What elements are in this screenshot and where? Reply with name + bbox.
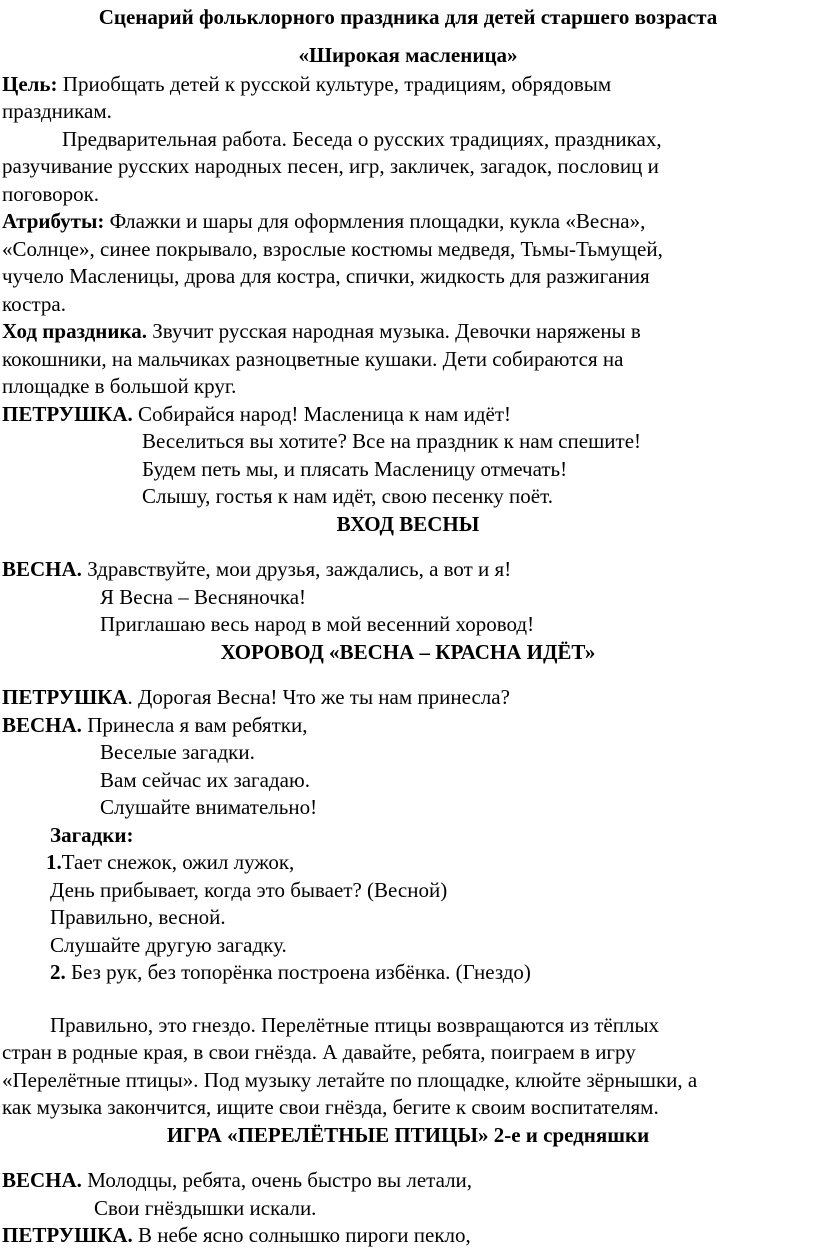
vesna-1-line-1: Здравствуйте, мои друзья, заждались, а вот и я! <box>81 557 512 581</box>
petrushka-speech-3 <box>2 1222 471 1248</box>
attributes-label: Атрибуты: <box>2 209 105 233</box>
prep-line-3: поговорок. <box>2 182 100 206</box>
petrushka-2-line-1: . Дорогая Весна! Что же ты нам принесла? <box>127 685 510 709</box>
riddle-2-line <box>50 959 531 985</box>
riddle-2-number: 2. <box>50 960 66 984</box>
vesna-label: ВЕСНА. <box>2 713 82 737</box>
riddle-response-2: Слушайте другую загадку. <box>50 933 287 957</box>
petrushka-1-line-4: Слышу, гостья к нам идёт, свою песенку поёт. <box>142 484 553 508</box>
vesna-2-line-2: Веселые загадки. <box>100 740 255 764</box>
vesna-2-line-4: Слушайте внимательно! <box>100 795 318 819</box>
vesna-1-line-3: Приглашаю весь народ в мой весенний хоровод! <box>100 612 535 636</box>
riddles-label: Загадки: <box>50 823 134 847</box>
riddle-1-text: Тает снежок, ожил лужок, <box>61 850 295 874</box>
vesna-label: ВЕСНА. <box>2 1168 82 1192</box>
heading-khorovod: ХОРОВОД «ВЕСНА – КРАСНА ИДЁТ» <box>220 640 596 664</box>
vesna-speech-1 <box>2 556 511 582</box>
birds-paragraph-line-4: как музыка закончится, ищите свои гнёзда, бегите к своим воспитателям. <box>2 1095 659 1119</box>
petrushka-label: ПЕТРУШКА. <box>2 1223 133 1247</box>
birds-paragraph-line-3: «Перелётные птицы». Под музыку летайте по площадке, клюйте зёрнышки, а <box>2 1068 698 1092</box>
vesna-speech-2 <box>2 712 307 738</box>
vesna-speech-3 <box>2 1167 472 1193</box>
heading-game: ИГРА «ПЕРЕЛЁТНЫЕ ПТИЦЫ» 2-е и средняшки <box>166 1123 650 1147</box>
vesna-3-line-1: Молодцы, ребята, очень быстро вы летали, <box>81 1168 473 1192</box>
goal-paragraph <box>2 71 611 97</box>
petrushka-speech-1 <box>2 401 511 427</box>
vesna-2-line-1: Принесла я вам ребятки, <box>81 713 308 737</box>
vesna-label: ВЕСНА. <box>2 557 82 581</box>
vesna-3-line-2: Свои гнёздышки искали. <box>94 1196 317 1220</box>
course-text-1: Звучит русская народная музыка. Девочки наряжены в <box>146 319 641 343</box>
title-line-2: «Широкая масленица» <box>298 43 518 67</box>
birds-paragraph-line-2: стран в родные края, в свои гнёзда. А давайте, ребята, поиграем в игру <box>2 1040 636 1064</box>
petrushka-1-line-3: Будем петь мы, и плясать Масленицу отмечать! <box>142 457 568 481</box>
heading-spring-entry: ВХОД ВЕСНЫ <box>336 512 480 536</box>
course-text-3: площадке в большой круг. <box>2 374 237 398</box>
petrushka-label: ПЕТРУШКА. <box>2 402 133 426</box>
petrushka-speech-2 <box>2 684 510 710</box>
prep-line-2: разучивание русских народных песен, игр, закличек, загадок, пословиц и <box>2 154 659 178</box>
attributes-text-4: костра. <box>2 292 66 316</box>
riddle-response-1: Правильно, весной. <box>50 905 226 929</box>
petrushka-label: ПЕТРУШКА <box>2 685 128 709</box>
prep-line-1: Предварительная работа. Беседа о русских традициях, праздниках, <box>62 127 662 151</box>
goal-text-1: Приобщать детей к русской культуре, традициям, обрядовым <box>57 72 612 96</box>
attributes-paragraph <box>2 208 645 234</box>
birds-paragraph-line-1: Правильно, это гнездо. Перелётные птицы возвращаются из тёплых <box>50 1013 660 1037</box>
course-text-2: кокошники, на мальчиках разноцветные кушаки. Дети собираются на <box>2 347 624 371</box>
attributes-text-1: Флажки и шары для оформления площадки, кукла «Весна», <box>104 209 646 233</box>
course-paragraph <box>2 318 641 344</box>
riddle-2-text: Без рук, без топорёнка построена избёнка. (Гнездо) <box>65 960 531 984</box>
attributes-text-3: чучело Масленицы, дрова для костра, спички, жидкость для разжигания <box>2 264 650 288</box>
goal-label: Цель: <box>2 72 58 96</box>
petrushka-3-line-1: В небе ясно солнышко пироги пекло, <box>132 1223 471 1247</box>
vesna-1-line-2: Я Весна – Весняночка! <box>100 585 307 609</box>
riddle-1-line-1 <box>46 849 294 875</box>
petrushka-1-line-1: Собирайся народ! Масленица к нам идёт! <box>132 402 511 426</box>
riddle-1-number: 1. <box>46 850 62 874</box>
vesna-2-line-3: Вам сейчас их загадаю. <box>100 768 310 792</box>
goal-text-2: праздникам. <box>2 99 112 123</box>
petrushka-1-line-2: Веселиться вы хотите? Все на праздник к нам спешите! <box>142 429 642 453</box>
title-line-1: Сценарий фольклорного праздника для детей старшего возраста <box>98 5 718 29</box>
attributes-text-2: «Солнце», синее покрывало, взрослые костюмы медведя, Тьмы-Тьмущей, <box>2 237 663 261</box>
riddle-1-line-2: День прибывает, когда это бывает? (Весной) <box>50 878 448 902</box>
course-label: Ход праздника. <box>2 319 147 343</box>
